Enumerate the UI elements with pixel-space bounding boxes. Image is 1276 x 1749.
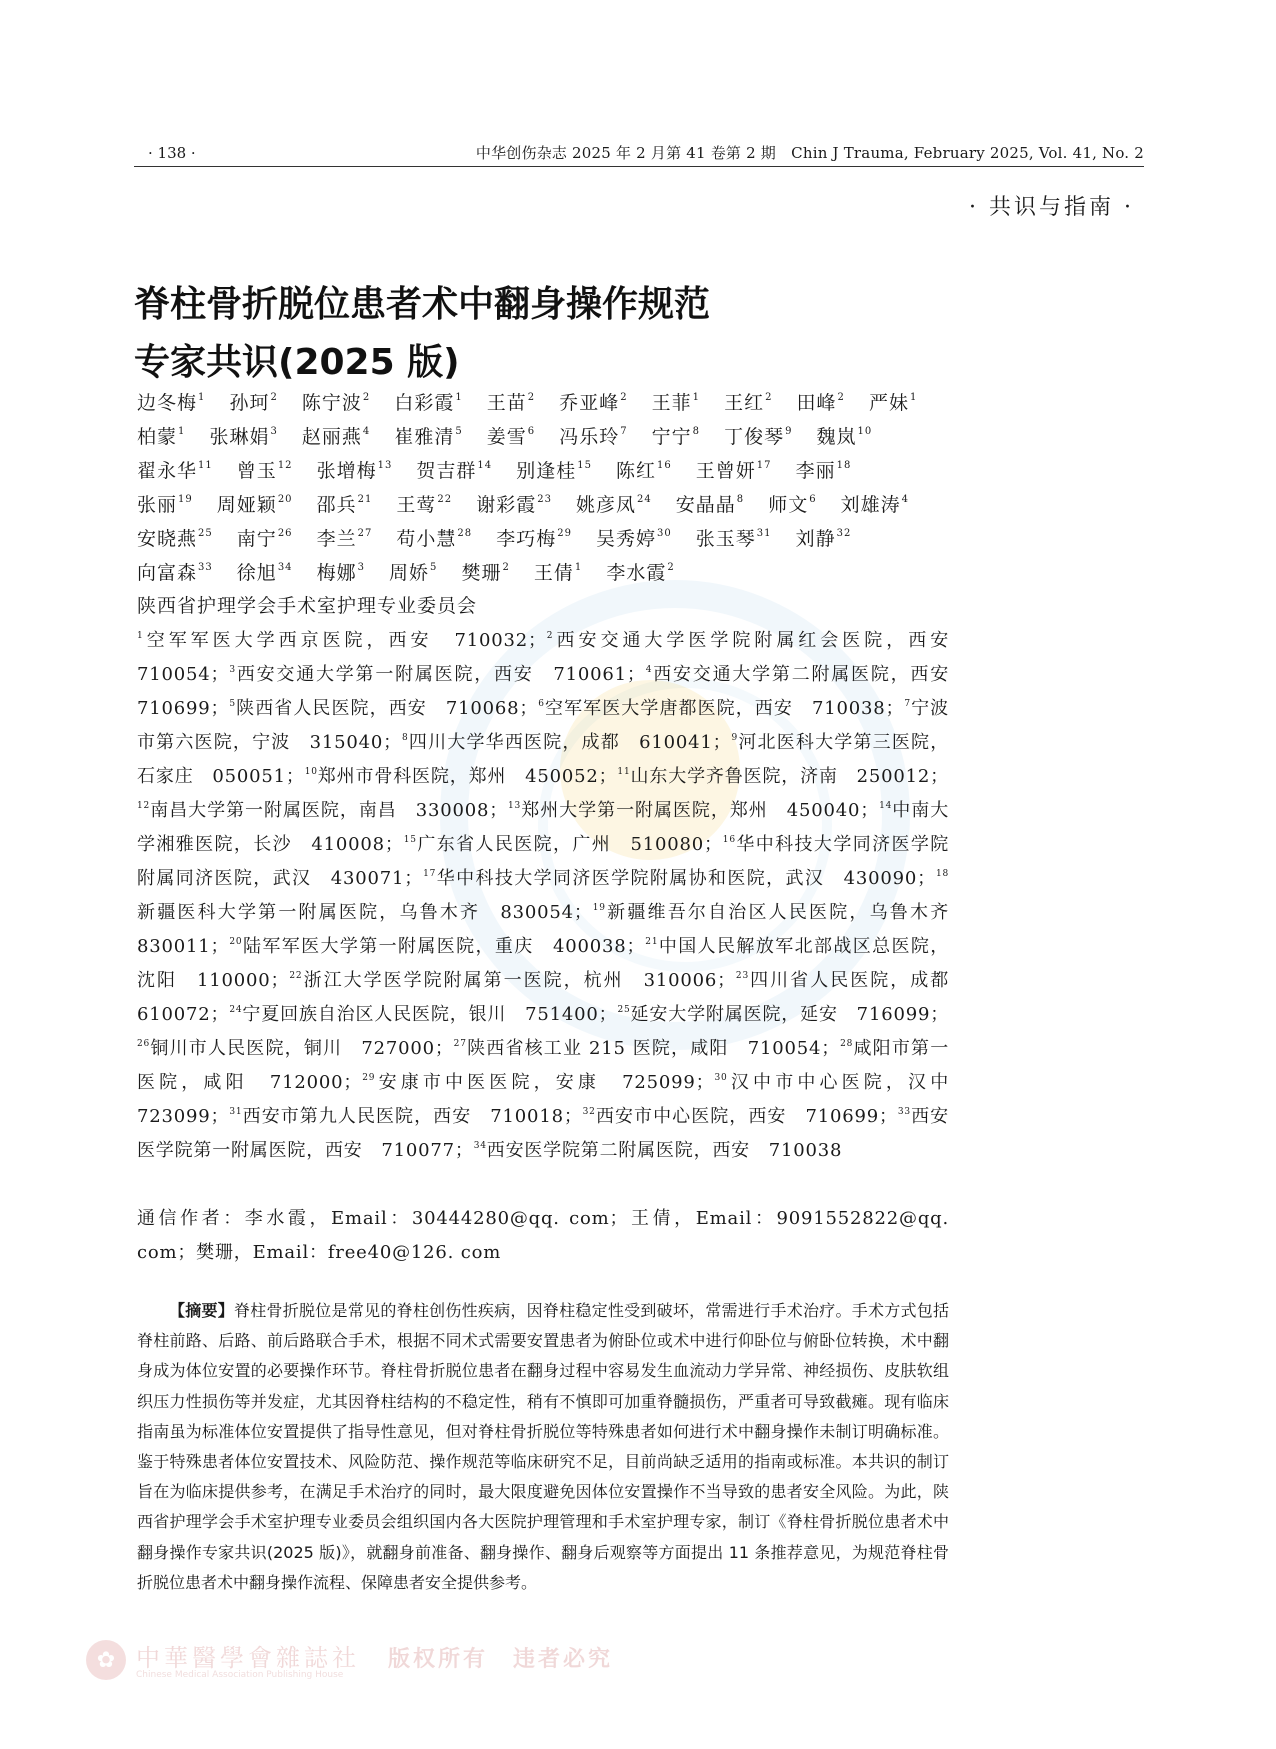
abstract: [137, 1296, 949, 1598]
affiliation-number: 27: [453, 1039, 467, 1049]
affiliation: [402, 732, 731, 753]
author: [317, 454, 393, 488]
affiliation-number: 16: [722, 835, 736, 845]
author-name: 严妹: [868, 392, 909, 414]
affiliation: [137, 1038, 454, 1059]
affiliation-number: 34: [473, 1141, 487, 1151]
affiliation-text: 西安医学院第二附属医院，西安 710038: [486, 1140, 843, 1161]
author-name: 王苗: [486, 392, 527, 414]
author: [229, 386, 277, 420]
author: [302, 420, 370, 454]
author-name: 徐旭: [236, 562, 277, 584]
author-name: 崔雅清: [394, 426, 455, 448]
author: [616, 454, 672, 488]
affiliation-number: 32: [582, 1107, 596, 1117]
author: [559, 386, 627, 420]
author-affiliation-number: 6: [809, 494, 817, 505]
author-affiliation-number: 23: [537, 494, 552, 505]
affiliation-number: 28: [840, 1039, 854, 1049]
affiliation-number: 10: [304, 767, 318, 777]
affiliation-number: 15: [403, 835, 417, 845]
author: [137, 420, 185, 454]
author: [302, 386, 370, 420]
author: [416, 454, 492, 488]
author-affiliation-number: 5: [455, 426, 463, 437]
column-tag: · 共识与指南 ·: [969, 195, 1134, 220]
author-affiliation-number: 27: [357, 528, 373, 539]
author-name: 张玉琴: [695, 528, 756, 550]
affiliation-number: 23: [735, 971, 749, 981]
affiliation-text: 陕西省核工业 215 医院，咸阳 710054；: [466, 1038, 841, 1059]
author-affiliation-number: 9: [785, 426, 793, 437]
author-affiliation-number: 2: [502, 562, 510, 573]
abstract-text: 脊柱骨折脱位是常见的脊柱创伤性疾病，因脊柱稳定性受到破坏，常需进行手术治疗。手术方式包括脊柱前路、后路、前后路联合手术，根据不同术式需要安置患者为俯卧位或术中进行仰卧位与俯卧位转换，术中翻身成为体位安置的必要操作环节。脊柱骨折脱位患者在翻身过程中容易发生血流动力学异常、神经损伤、皮肤软组织压力性损伤等并发症，尤其因脊柱结构的不稳定性，稍有不慎即可加重脊髓损伤，严重者可导致截瘫。现有临床指南虽为标准体位安置提供了指导性意见，但对脊柱骨折脱位等特殊患者如何进行术中翻身操作未制订明确标准。鉴于特殊患者体位安置技术、风险防范、操作规范等临床研究不足，目前尚缺乏适用的指南或标准。本共识的制订旨在为临床提供参考，在满足手术治疗的同时，最大限度避免因体位安置操作不当导致的患者安全风险。为此，陕西省护理学会手术室护理专业委员会组织国内各大医院护理管理和手术室护理专家，制订《脊柱骨折脱位患者术中翻身操作专家共识(2025 版)》，就翻身前准备、翻身操作、翻身后观察等方面提出 11 条推荐意见，为规范脊柱骨折脱位患者术中翻身操作流程、保障患者安全提供参考。: [137, 1301, 949, 1592]
affiliation: [305, 766, 618, 787]
affiliation-text: 新疆维吾尔自治区人民医院，乌鲁木齐 830011；: [137, 902, 968, 957]
author: [209, 420, 277, 454]
affiliation-text: 南昌大学第一附属医院，南昌 330008；: [150, 800, 509, 821]
author-affiliation-number: 2: [837, 392, 845, 403]
publisher-watermark-logo: [78, 1632, 638, 1692]
article-title-line-2: 专家共识(2025 版): [134, 342, 460, 384]
affiliation-number: 20: [229, 937, 243, 947]
author: [476, 488, 552, 522]
author-affiliation-number: 22: [437, 494, 453, 505]
affiliation: [617, 766, 949, 787]
author-name: 李丽: [795, 460, 836, 482]
author-affiliation-number: 16: [657, 460, 672, 471]
author: [817, 420, 873, 454]
affiliation-text: 西安交通大学第二附属医院，西安 710699；: [137, 664, 968, 719]
author-name: 魏岚: [816, 426, 857, 448]
affiliation-text: 宁波市第六医院，宁波 315040；: [137, 698, 949, 753]
author: [652, 420, 700, 454]
affiliation-number: 19: [592, 903, 606, 913]
author-affiliation-number: 13: [377, 460, 393, 471]
author-affiliation-number: 1: [178, 426, 186, 437]
author-affiliation-number: 33: [198, 562, 213, 573]
author-affiliation-number: 15: [577, 460, 592, 471]
author-affiliation-number: 3: [270, 426, 278, 437]
author: [796, 522, 852, 556]
author: [487, 420, 535, 454]
affiliation: [538, 698, 904, 719]
affiliation-number: 6: [538, 699, 545, 709]
affiliation: [229, 1106, 582, 1127]
author-affiliation-number: 2: [765, 392, 773, 403]
affiliation: [362, 1072, 714, 1093]
affiliation-text: 郑州大学第一附属医院，郑州 450040；: [521, 800, 880, 821]
affiliation-text: 安康市中医医院，安康 725099；: [375, 1072, 715, 1093]
author: [317, 522, 373, 556]
affiliation-number: 29: [362, 1073, 376, 1083]
author: [396, 522, 472, 556]
author-name: 丁俊琴: [724, 426, 785, 448]
author-affiliation-number: 1: [455, 392, 463, 403]
author: [137, 522, 213, 556]
author-name: 张丽: [137, 494, 178, 516]
author-affiliation-number: 8: [736, 494, 745, 505]
affiliation: [474, 1140, 843, 1161]
affiliation-text: 咸阳市第一医院，咸阳 712000；: [137, 1038, 949, 1093]
affiliation: [617, 1004, 949, 1025]
author: [869, 386, 917, 420]
affiliation-text: 四川大学华西医院，成都 610041；: [408, 732, 732, 753]
author: [696, 454, 772, 488]
author-name: 张琳娟: [209, 426, 270, 448]
running-header: [134, 140, 1144, 167]
author-name: 李水霞: [606, 562, 667, 584]
journal-info: 中华创伤杂志 2025 年 2 月第 41 卷第 2 期 Chin J Trauma, February 2025, Vol. 41, No. 2: [475, 144, 1144, 162]
author-name: 王莺: [396, 494, 437, 516]
affiliation-number: 12: [137, 801, 151, 811]
affiliation-text: 广东省人民医院，广州 510080；: [416, 834, 723, 855]
affiliation: [454, 1038, 840, 1059]
author-affiliation-number: 21: [357, 494, 373, 505]
author-affiliation-number: 17: [756, 460, 772, 471]
author: [317, 556, 365, 590]
affiliation-number: 17: [423, 869, 437, 879]
author-name: 向富森: [137, 562, 198, 584]
author-name: 王红: [724, 392, 765, 414]
author-name: 周娅颖: [216, 494, 277, 516]
author: [461, 556, 509, 590]
author-affiliation-number: 2: [620, 392, 628, 403]
affiliation-text: 中国人民解放军北部战区总医院，沈阳 110000；: [137, 936, 949, 991]
affiliation-text: 延安大学附属医院，延安 716099；: [630, 1004, 949, 1025]
author-affiliation-number: 4: [362, 426, 371, 437]
author-affiliation-number: 2: [270, 392, 278, 403]
author-name: 赵丽燕: [301, 426, 362, 448]
author-name: 梅娜: [316, 562, 357, 584]
affiliation-list: [137, 624, 968, 1168]
author: [217, 488, 293, 522]
author: [606, 556, 674, 590]
affiliation-number: 4: [645, 665, 653, 675]
correspondence: 通信作者：李水霞，Email：30444280@qq. com；王倩，Email：9091552822@qq. com；樊珊，Email：free40@126. com: [137, 1208, 949, 1263]
author-affiliation-number: 34: [277, 562, 293, 573]
author: [652, 386, 700, 420]
author: [394, 420, 462, 454]
author-name: 王倩: [533, 562, 574, 584]
affiliation-text: 陆军军医大学第一附属医院，重庆 400038；: [242, 936, 646, 957]
affiliation-text: 浙江大学医学院附属第一医院，杭州 310006；: [302, 970, 736, 991]
affiliation-number: 25: [617, 1005, 631, 1015]
author-affiliation-number: 1: [198, 392, 206, 403]
affiliation: [229, 664, 645, 685]
author: [237, 556, 293, 590]
author-name: 安晶晶: [675, 494, 736, 516]
publisher-name: 中華醫學會雜誌社: [136, 1644, 360, 1672]
affiliation-number: 22: [289, 971, 303, 981]
affiliation-text: 河北医科大学第三医院，石家庄 050051；: [137, 732, 949, 787]
affiliation-text: 西安市中心医院，西安 710699；: [595, 1106, 898, 1127]
author: [559, 420, 627, 454]
flower-emblem-icon: ✿: [86, 1640, 126, 1680]
author-name: 姚彦凤: [575, 494, 636, 516]
publisher-english-name: Chinese Medical Association Publishing House: [136, 1670, 344, 1680]
author-affiliation-number: 32: [836, 528, 852, 539]
author-affiliation-number: 30: [657, 528, 672, 539]
affiliation-text: 西安市第九人民医院，西安 710018；: [242, 1106, 583, 1127]
affiliation-number: 5: [229, 699, 236, 709]
affiliation: [289, 970, 736, 991]
author-affiliation-number: 1: [909, 392, 918, 403]
author-affiliation-number: 5: [430, 562, 438, 573]
affiliation-text: 空军军医大学西京医院，西安 710032；: [143, 630, 547, 651]
author: [768, 488, 816, 522]
author: [137, 386, 205, 420]
affiliation-number: 14: [879, 801, 893, 811]
author-affiliation-number: 14: [477, 460, 493, 471]
author: [389, 556, 437, 590]
affiliation: [137, 630, 547, 651]
author-affiliation-number: 20: [277, 494, 293, 505]
author-name: 王菲: [651, 392, 692, 414]
author-affiliation-number: 3: [357, 562, 365, 573]
author: [724, 420, 792, 454]
author-name: 宁宁: [651, 426, 692, 448]
affiliation-number: 3: [229, 665, 236, 675]
affiliation-text: 西安交通大学第一附属医院，西安 710061；: [235, 664, 646, 685]
author: [137, 454, 213, 488]
author-name: 别逢桂: [516, 460, 577, 482]
author: [496, 522, 572, 556]
article-title: [134, 276, 854, 392]
author-name: 邵兵: [316, 494, 357, 516]
affiliation-number: 8: [401, 733, 409, 743]
author: [317, 488, 373, 522]
author-affiliation-number: 19: [178, 494, 193, 505]
affiliation: [229, 698, 538, 719]
author-name: 白彩霞: [394, 392, 455, 414]
author: [237, 454, 293, 488]
author: [237, 522, 293, 556]
affiliation-text: 陕西省人民医院，西安 710068；: [235, 698, 539, 719]
author-name: 刘静: [795, 528, 836, 550]
author-name: 师文: [768, 494, 809, 516]
author: [596, 522, 672, 556]
page-number: · 138 ·: [148, 144, 196, 162]
organization: 陕西省护理学会手术室护理专业委员会: [137, 595, 478, 617]
author-affiliation-number: 6: [527, 426, 536, 437]
author-name: 李巧梅: [496, 528, 557, 550]
affiliation-text: 中南大学湘雅医院，长沙 410008；: [137, 800, 950, 855]
author-affiliation-number: 24: [637, 494, 652, 505]
author-name: 王曾妍: [695, 460, 756, 482]
author-affiliation-number: 28: [457, 528, 473, 539]
affiliation-text: 西安交通大学医学院附属红会医院，西安 710054；: [137, 630, 968, 685]
author-affiliation-number: 25: [198, 528, 213, 539]
affiliation-number: 11: [617, 767, 631, 777]
author-affiliation-number: 18: [836, 460, 852, 471]
author-list: [137, 386, 947, 590]
author-name: 田峰: [796, 392, 837, 414]
author-affiliation-number: 11: [198, 460, 213, 471]
author: [487, 386, 535, 420]
author: [534, 556, 582, 590]
author-name: 姜雪: [486, 426, 527, 448]
author: [576, 488, 652, 522]
affiliation-number: 9: [731, 733, 738, 743]
author-affiliation-number: 1: [574, 562, 583, 573]
author: [841, 488, 909, 522]
author: [724, 386, 772, 420]
author-name: 南宁: [236, 528, 277, 550]
affiliation-number: 18: [935, 869, 949, 879]
author: [137, 488, 193, 522]
author-name: 边冬梅: [137, 392, 198, 414]
author-name: 刘雄涛: [840, 494, 901, 516]
author: [796, 454, 852, 488]
author-name: 冯乐玲: [559, 426, 620, 448]
author-affiliation-number: 2: [667, 562, 675, 573]
affiliation-number: 26: [137, 1039, 151, 1049]
author-name: 柏蒙: [137, 426, 178, 448]
author-name: 孙珂: [229, 392, 270, 414]
affiliation: [137, 800, 508, 821]
affiliation: [404, 834, 723, 855]
article-title-line-1: 脊柱骨折脱位患者术中翻身操作规范: [134, 284, 711, 326]
copyright-notice: 版权所有 违者必究: [388, 1647, 614, 1672]
affiliation-text: 新疆医科大学第一附属医院，乌鲁木齐 830054；: [137, 902, 593, 923]
affiliation-number: 2: [546, 631, 554, 641]
author-affiliation-number: 31: [756, 528, 772, 539]
affiliation-text: 四川省人民医院，成都 610072；: [137, 970, 968, 1025]
author-affiliation-number: 7: [620, 426, 628, 437]
abstract-label: 【摘要】: [169, 1301, 235, 1320]
affiliation: [583, 1106, 898, 1127]
author-affiliation-number: 4: [901, 494, 910, 505]
author-affiliation-number: 8: [692, 426, 701, 437]
author-name: 陈宁波: [301, 392, 362, 414]
affiliation: [423, 868, 936, 889]
affiliation-text: 华中科技大学同济医学院附属同济医院，武汉 430071；: [137, 834, 949, 889]
author-affiliation-number: 1: [692, 392, 701, 403]
affiliation-text: 宁夏回族自治区人民医院，银川 751400；: [242, 1004, 618, 1025]
author-affiliation-number: 12: [277, 460, 293, 471]
author-name: 乔亚峰: [559, 392, 620, 414]
author-affiliation-number: 26: [277, 528, 293, 539]
author-affiliation-number: 2: [527, 392, 536, 403]
affiliation-text: 华中科技大学同济医学院附属协和医院，武汉 430090；: [436, 868, 936, 889]
affiliation-text: 汉中市中心医院，汉中 723099；: [137, 1072, 968, 1127]
author-name: 陈红: [615, 460, 656, 482]
author-name: 周娇: [389, 562, 430, 584]
author: [394, 386, 462, 420]
affiliation: [229, 936, 645, 957]
author: [516, 454, 592, 488]
author: [676, 488, 744, 522]
author-name: 吴秀婷: [595, 528, 656, 550]
affiliation-number: 21: [645, 937, 659, 947]
author-name: 李兰: [316, 528, 357, 550]
affiliation: [508, 800, 879, 821]
affiliation-text: 郑州市骨科医院，郑州 450052；: [317, 766, 618, 787]
affiliation-number: 24: [229, 1005, 243, 1015]
author: [696, 522, 772, 556]
author-name: 安晓燕: [137, 528, 198, 550]
author: [137, 556, 213, 590]
author: [797, 386, 845, 420]
author-name: 张增梅: [316, 460, 377, 482]
affiliation-number: 30: [714, 1073, 728, 1083]
author-name: 樊珊: [461, 562, 502, 584]
author-name: 苟小慧: [396, 528, 457, 550]
affiliation-number: 13: [508, 801, 522, 811]
author-affiliation-number: 10: [857, 426, 873, 437]
author-name: 谢彩霞: [476, 494, 537, 516]
author-name: 曾玉: [236, 460, 277, 482]
author: [396, 488, 452, 522]
affiliation-text: 铜川市人民医院，铜川 727000；: [150, 1038, 454, 1059]
author-affiliation-number: 29: [557, 528, 572, 539]
author-name: 贺吉群: [416, 460, 477, 482]
affiliation-text: 西安医学院第一附属医院，西安 710077；: [137, 1106, 949, 1161]
affiliation-text: 山东大学齐鲁医院，济南 250012；: [630, 766, 949, 787]
affiliation: [229, 1004, 617, 1025]
affiliation-number: 31: [229, 1107, 243, 1117]
affiliation-text: 空军军医大学唐都医院，西安 710038；: [544, 698, 905, 719]
affiliation-number: 7: [904, 699, 911, 709]
affiliation-number: 1: [137, 631, 144, 641]
affiliation-number: 33: [897, 1107, 911, 1117]
author-affiliation-number: 2: [362, 392, 371, 403]
author-name: 翟永华: [137, 460, 198, 482]
